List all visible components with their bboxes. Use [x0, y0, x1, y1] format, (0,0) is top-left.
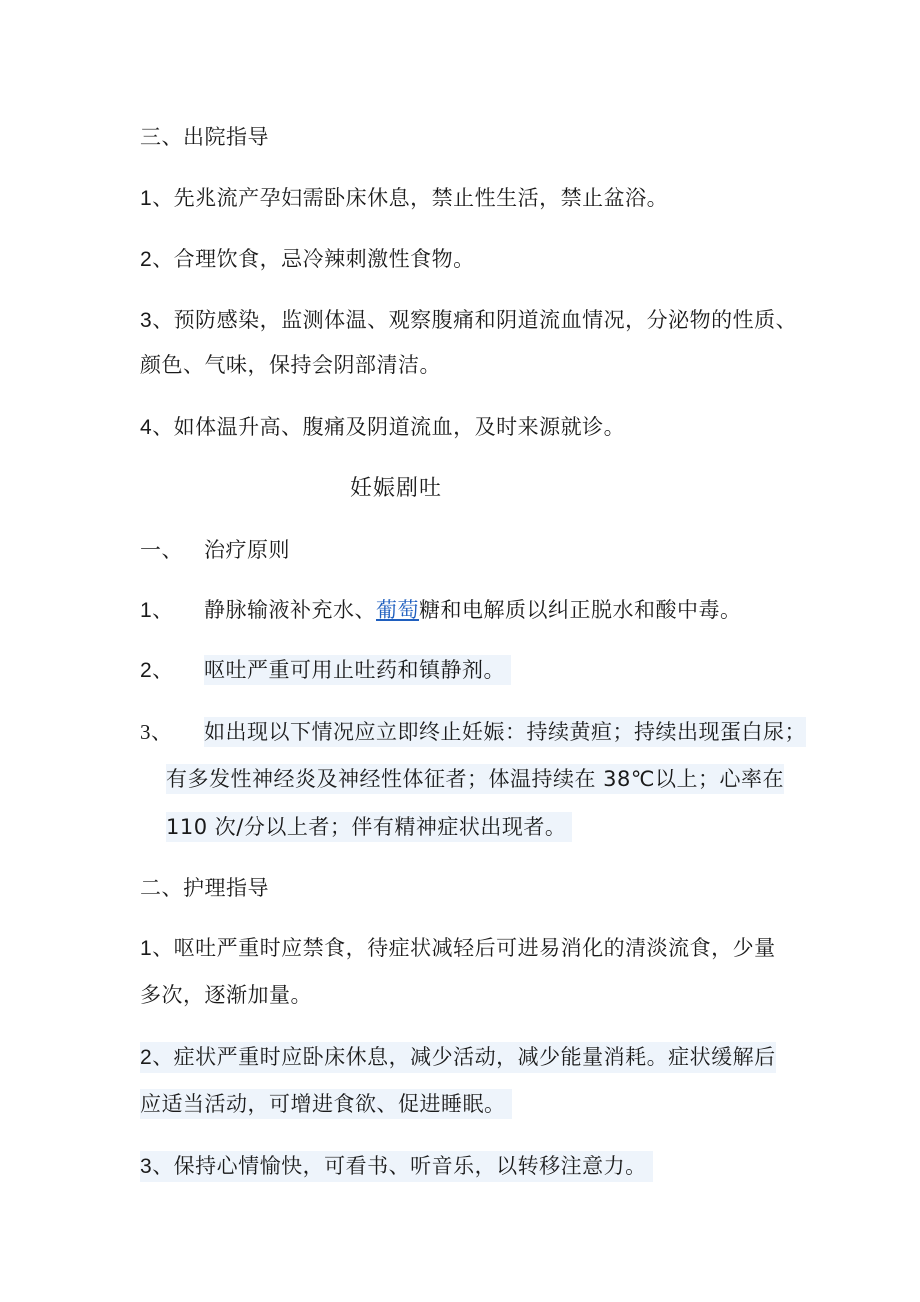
- heading-number: 一、: [140, 538, 183, 562]
- item-number: 1、: [140, 599, 174, 622]
- nursing-item-1: [140, 933, 776, 964]
- item-number: 3: [140, 1155, 153, 1178]
- discharge-item-3: [140, 305, 797, 336]
- item-text: 如出现以下情况应立即终止妊娠：持续黄疸；持续出现蛋白尿；: [204, 717, 806, 747]
- discharge-item-4: [140, 412, 625, 443]
- item-number: 2: [140, 1046, 153, 1069]
- item-text: 呕吐严重可用止吐药和镇静剂。: [204, 655, 511, 685]
- item-text: 、合理饮食，忌冷辣刺激性食物。: [152, 247, 475, 271]
- heading-text: 治疗原则: [204, 538, 290, 562]
- treatment-item-2: [140, 655, 505, 686]
- item-text: [204, 595, 742, 625]
- item-text-pre: 静脉输液补充水、: [204, 598, 376, 622]
- discharge-item-3-continued: 颜色、气味，保持会阴部清洁。: [140, 353, 441, 377]
- item-number: 2: [140, 248, 153, 271]
- item-text: 、保持心情愉快，可看书、听音乐，以转移注意力。: [152, 1154, 647, 1178]
- item-number: 1: [140, 937, 153, 960]
- discharge-item-1: [140, 183, 668, 214]
- item-text-post: 糖和电解质以纠正脱水和酸中毒。: [419, 598, 742, 622]
- treatment-item-3-line-3: 110 次/分以上者；伴有精神症状出现者。: [166, 812, 572, 842]
- glucose-link[interactable]: 葡萄: [376, 598, 419, 622]
- item-text: 、呕吐严重时应禁食，待症状减轻后可进易消化的清淡流食，少量: [152, 936, 776, 960]
- item-number: 3、: [140, 720, 173, 744]
- item-number: 1: [140, 187, 153, 210]
- treatment-item-3: [140, 717, 806, 747]
- discharge-heading: 三、出院指导: [140, 125, 269, 149]
- item-number: 3: [140, 309, 153, 332]
- nursing-item-3: [140, 1151, 653, 1182]
- nursing-item-2: [140, 1042, 776, 1073]
- nursing-item-1-line-2: 多次，逐渐加量。: [140, 983, 312, 1007]
- nursing-heading: 二、护理指导: [140, 876, 269, 900]
- item-text: 、先兆流产孕妇需卧床休息，禁止性生活，禁止盆浴。: [152, 186, 669, 210]
- treatment-item-1: [140, 595, 742, 626]
- discharge-item-2: [140, 244, 475, 275]
- nursing-item-2-line-2: 应适当活动，可增进食欲、促进睡眠。: [140, 1089, 512, 1119]
- treatment-heading: [140, 535, 290, 565]
- item-text: 、症状严重时应卧床休息，减少活动，减少能量消耗。症状缓解后: [152, 1045, 776, 1069]
- section-title: 妊娠剧吐: [350, 476, 443, 501]
- treatment-item-3-line-2: 有多发性神经炎及神经性体征者；体温持续在 38℃以上；心率在: [166, 764, 784, 794]
- item-text: 、如体温升高、腹痛及阴道流血，及时来源就诊。: [152, 415, 626, 439]
- item-text: 、预防感染，监测体温、观察腹痛和阴道流血情况，分泌物的性质、: [152, 308, 798, 332]
- item-number: 4: [140, 416, 153, 439]
- item-number: 2、: [140, 659, 174, 682]
